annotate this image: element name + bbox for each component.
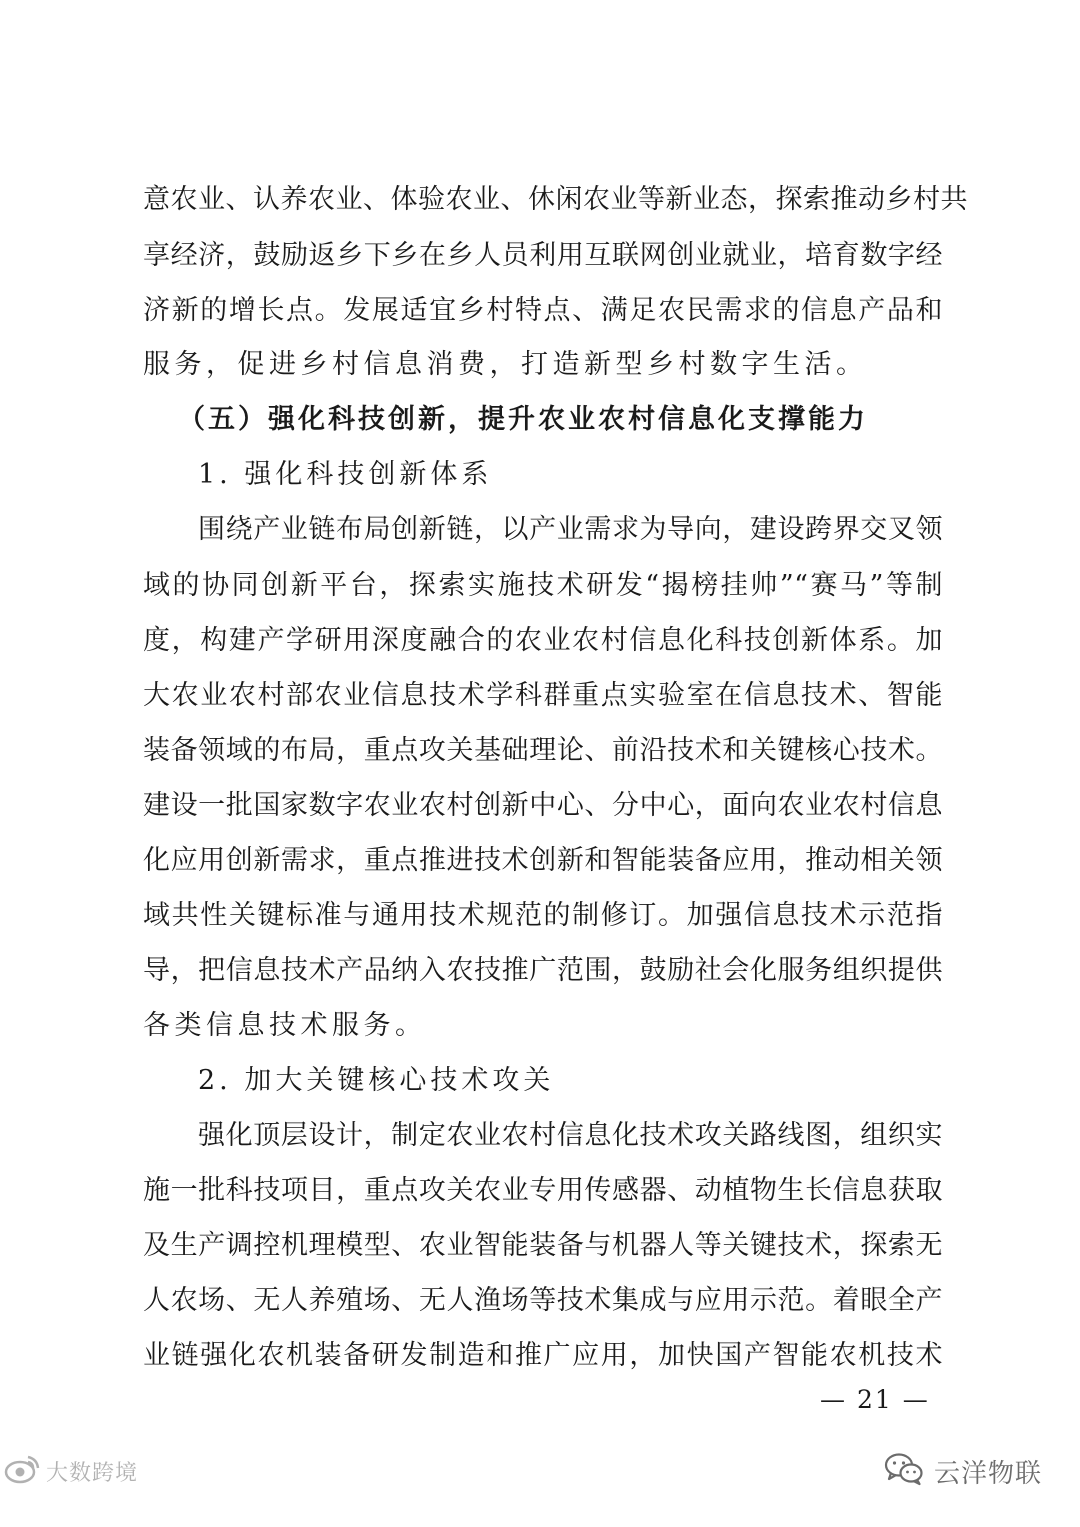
body-line: 域共性关键标准与通用技术规范的制修订。加强信息技术示范指 (143, 900, 943, 931)
watermark-right-text: 云洋物联 (934, 1458, 1043, 1489)
body-line: 济新的增长点。发展适宜乡村特点、满足农民需求的信息产品和 (143, 295, 943, 326)
subsection-heading: 2. 加大关键核心技术攻关 (198, 1065, 555, 1096)
body-line: 服务，促进乡村信息消费，打造新型乡村数字生活。 (143, 349, 868, 380)
body-line: 化应用创新需求，重点推进技术创新和智能装备应用，推动相关领 (143, 845, 943, 876)
section-heading: （五）强化科技创新，提升农业农村信息化支撑能力 (178, 404, 868, 435)
body-line: 导，把信息技术产品纳入农技推广范围，鼓励社会化服务组织提供 (143, 955, 943, 986)
body-line: 各类信息技术服务。 (143, 1010, 427, 1041)
body-line: 享经济，鼓励返乡下乡在乡人员利用互联网创业就业，培育数字经 (143, 240, 943, 271)
watermark-left (4, 1452, 138, 1490)
body-line: 施一批科技项目，重点攻关农业专用传感器、动植物生长信息获取 (143, 1175, 943, 1206)
body-line: 强化顶层设计，制定农业农村信息化技术攻关路线图，组织实 (198, 1120, 943, 1151)
body-line: 人农场、无人养殖场、无人渔场等技术集成与应用示范。着眼全产 (143, 1285, 943, 1316)
body-line: 业链强化农机装备研发制造和推广应用，加快国产智能农机技术 (143, 1340, 943, 1371)
body-line: 域的协同创新平台，探索实施技术研发“揭榜挂帅”“赛马”等制 (143, 570, 943, 601)
wechat-icon (884, 1452, 924, 1490)
body-line: 大农业农村部农业信息技术学科群重点实验室在信息技术、智能 (143, 680, 943, 711)
body-line: 建设一批国家数字农业农村创新中心、分中心，面向农业农村信息 (143, 790, 943, 821)
page-number: — 21 — (820, 1385, 930, 1414)
watermark-right (884, 1452, 1042, 1490)
body-line: 度，构建产学研用深度融合的农业农村信息化科技创新体系。加 (143, 625, 943, 656)
body-line: 围绕产业链布局创新链，以产业需求为导向，建设跨界交叉领 (198, 514, 943, 545)
sina-weibo-eye-icon (4, 1452, 42, 1490)
watermark-left-text: 大数跨境 (46, 1460, 139, 1486)
body-line: 装备领域的布局，重点攻关基础理论、前沿技术和关键核心技术。 (143, 735, 943, 766)
subsection-heading: 1. 强化科技创新体系 (198, 459, 493, 490)
body-line: 及生产调控机理模型、农业智能装备与机器人等关键技术，探索无 (143, 1230, 943, 1261)
body-line: 意农业、认养农业、体验农业、休闲农业等新业态，探索推动乡村共 (143, 184, 968, 215)
